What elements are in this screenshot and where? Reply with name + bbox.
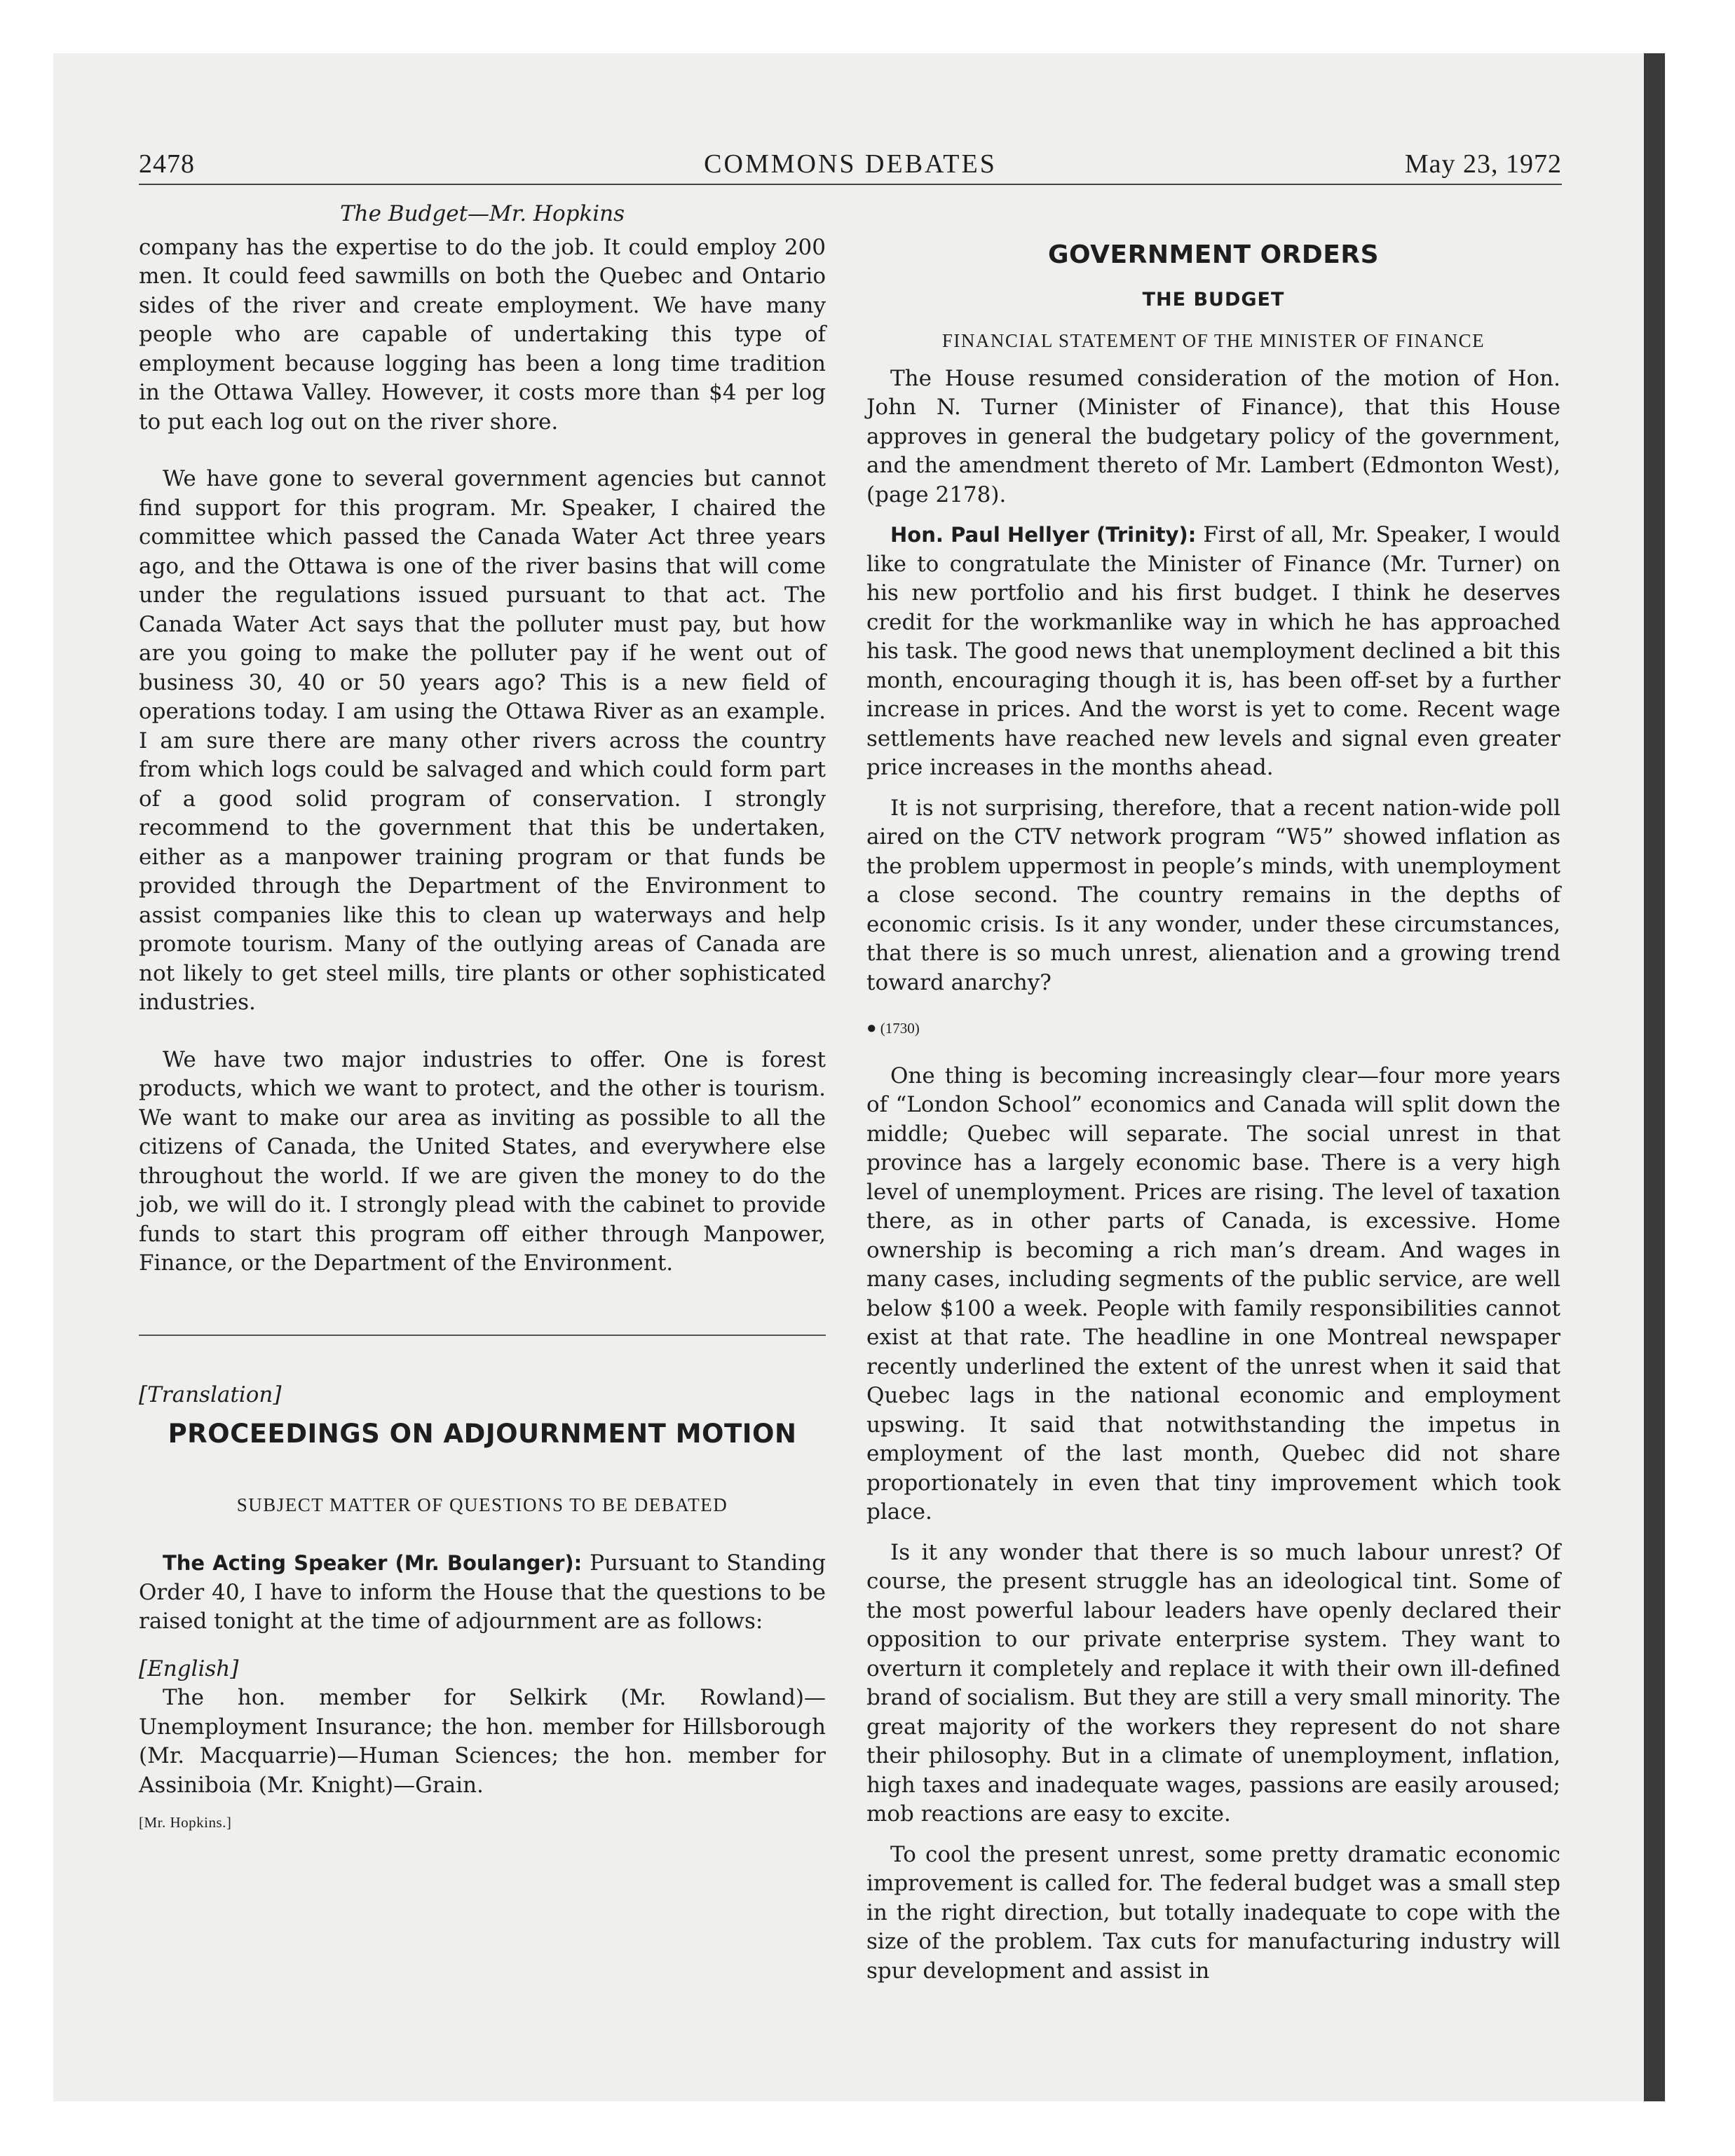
time-marker-text: (1730): [880, 1020, 920, 1037]
budget-heading: THE BUDGET: [1142, 288, 1285, 311]
hellyer-paragraph: [866, 521, 1560, 783]
speaker-text: First of all, Mr. Speaker, I would like to congratulate the Minister of Finance (Mr. Turner) on his new portfolio and his first budget. I think he deserves credit for the workmanlike way in which he has approached his task. The good news that unemployment declined a bit this month, encouraging though it is, has been off-set by a further increase in prices. And the worst is yet to come. Recent wage settlements have reached new levels and signal even greater price increases in the months ahead.: [866, 522, 1561, 780]
right-column: [866, 200, 1560, 1986]
page-header: [139, 149, 1562, 185]
page-edge-shadow: [1644, 53, 1665, 2101]
speaker-text: Pursuant to Standing Order 40, I have to inform the House that the questions to be raised tonight at the time of adjournment are as follows:: [139, 1550, 826, 1634]
page-number: 2478: [139, 149, 195, 179]
publication-date: May 23, 1972: [1404, 149, 1562, 179]
paragraph: One thing is becoming increasingly clear—four more years of “London School” economics and Canada will split down the middle; Quebec will separate. The social unrest in that province has a largely economic base. There is a very high level of unemployment. Prices are rising. The level of taxation there, as in other parts of Canada, is excessive. Home ownership is becoming a rich man’s dream. And wages in many cases, including segments of the public service, are well below $100 a week. People with family responsibilities cannot exist at that rate. The headline in one Montreal newspaper recently underlined the extent of the unrest when it said that Quebec lags in the national economic and employment upswing. It said that notwithstanding the impetus in employment of the last month, Quebec did not share proportionately in even that tiny improvement which took place.: [866, 1063, 1560, 1524]
paragraph: Is it any wonder that there is so much labour unrest? Of course, the present struggle has an ideological tint. Some of the most powerful labour leaders have openly declared their opposition to our private enterprise system. They want to overturn it completely and replace it with their own ill-defined brand of socialism. But they are still a very small minority. The great majority of the workers they represent do not share their philosophy. But in a climate of unemployment, inflation, high taxes and inadequate wages, passions are easily aroused; mob reactions are easy to excite.: [866, 1539, 1560, 1827]
financial-statement-heading: FINANCIAL STATEMENT OF THE MINISTER OF FINANCE: [941, 330, 1485, 351]
publication-title: COMMONS DEBATES: [704, 149, 997, 179]
questions-paragraph: The hon. member for Selkirk (Mr. Rowland)—Unemployment Insurance; the hon. member for Hillsborough (Mr. Macquarrie)—Human Sciences; the hon. member for Assiniboia (Mr. Knight)—Grain.: [139, 1685, 826, 1798]
bullet-icon: ●: [866, 1019, 877, 1037]
speaker-name: The Acting Speaker (Mr. Boulanger):: [163, 1551, 583, 1575]
paragraph: We have gone to several government agencies but cannot find support for this program. Mr. Speaker, I chaired the committee which passed the Canada Water Act three years ago, and the Ottawa is one of the river basins that will come under the regulations issued pursuant to that act. The Canada Water Act says that the polluter must pay, but how are you going to make the polluter pay if he went out of business 30, 40 or 50 years ago? This is a new field of operations today. I am using the Ottawa River as an example. I am sure there are many other rivers across the country from which logs could be salvaged and which could form part of a good solid program of conservation. I strongly recommend to the government that this be undertaken, either as a manpower training program or that funds be provided through the Department of the Environment to assist companies like this to clean up waterways and help promote tourism. Many of the outlying areas of Canada are not likely to get steel mills, tire plants or other sophisticated industries.: [139, 466, 826, 1015]
speaker-name: Hon. Paul Hellyer (Trinity):: [890, 523, 1197, 547]
government-orders-heading: GOVERNMENT ORDERS: [1047, 240, 1380, 269]
motion-paragraph: The House resumed consideration of the motion of Hon. John N. Turner (Minister of Finance), that this House approves in general the budgetary policy of the government, and the amendment thereto of Mr. Lambert (Edmonton West), (page 2178).: [866, 365, 1560, 507]
paragraph: It is not surprising, therefore, that a recent nation-wide poll aired on the CTV network program “W5” showed inflation as the problem uppermost in people’s minds, with unemployment a close second. The country remains in the depths of economic crisis. Is it any wonder, under these circumstances, that there is so much unrest, alienation and a growing trend toward anarchy?: [866, 795, 1560, 995]
english-tag: [English]: [139, 1656, 239, 1681]
paragraph: We have two major industries to offer. One is forest products, which we want to protect, and the other is tourism. We want to make our area as inviting as possible to all the citizens of Canada, the United States, and everywhere else throughout the world. If we are given the money to do the job, we will do it. I strongly plead with the cabinet to provide funds to start this program off either through Manpower, Finance, or the Department of the Environment.: [139, 1046, 826, 1276]
section-divider: [139, 1335, 826, 1336]
left-column: [139, 200, 826, 1838]
paragraph: To cool the present unrest, some pretty dramatic economic improvement is called for. The federal budget was a small step in the right direction, but totally inadequate to cope with the size of the problem. Tax cuts for manufacturing industry will spur development and assist in: [866, 1841, 1560, 1984]
speaker-signoff: [Mr. Hopkins.]: [139, 1814, 232, 1831]
running-head: The Budget—Mr. Hopkins: [339, 201, 625, 226]
acting-speaker-paragraph: [139, 1549, 826, 1637]
subject-heading: SUBJECT MATTER OF QUESTIONS TO BE DEBATED: [236, 1494, 728, 1515]
time-marker: [866, 1014, 1560, 1044]
paragraph: company has the expertise to do the job. It could employ 200 men. It could feed sawmills on both the Quebec and Ontario sides of the river and create employment. We have many people who are capable of undertaking this type of employment because logging has been a long time tradition in the Ottawa Valley. However, it costs more than $4 per log to put each log out on the river shore.: [139, 234, 826, 435]
adjournment-heading: PROCEEDINGS ON ADJOURNMENT MOTION: [168, 1419, 797, 1449]
translation-tag: [Translation]: [139, 1381, 282, 1407]
